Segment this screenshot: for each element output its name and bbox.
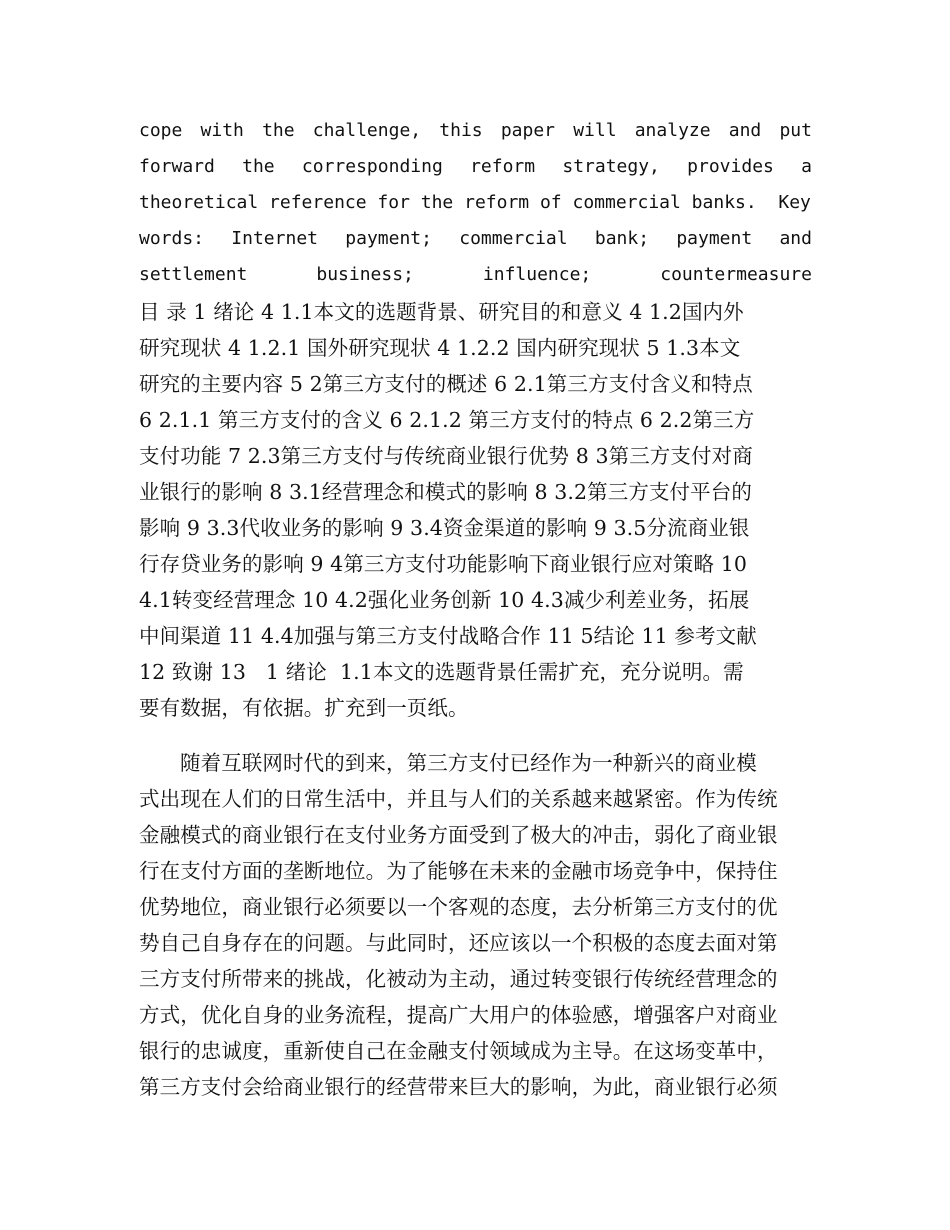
- word: cope: [139, 120, 183, 141]
- keywords-line-2: [139, 260, 812, 290]
- paragraph-line-1: 随着互联网时代的到来，第三方支付已经作为一种新兴的商业模: [180, 751, 757, 775]
- paragraph-line-8: 方式，优化自身的业务流程，提高广大用户的体验感，增强客户对商业: [139, 1003, 778, 1027]
- paragraph-line-9: 银行的忠诚度，重新使自己在金融支付领域成为主导。在这场变革中，: [139, 1039, 778, 1063]
- word: payment: [676, 228, 753, 249]
- word: paper: [500, 120, 556, 141]
- paragraph-line-2: 式出现在人们的日常生活中，并且与人们的关系越来越紧密。作为传统: [139, 787, 778, 811]
- keywords-line-1: [139, 224, 812, 254]
- word: business;: [316, 264, 414, 285]
- word: settlement: [139, 264, 248, 285]
- toc-line-3: 研究的主要内容 5 2第三方支付的概述 6 2.1第三方支付含义和特点: [139, 372, 753, 396]
- word: provides: [687, 156, 774, 177]
- word: words:: [139, 228, 205, 249]
- toc-line-4: 6 2.1.1 第三方支付的含义 6 2.1.2 第三方支付的特点 6 2.2第三方: [139, 408, 755, 432]
- word: this: [439, 120, 483, 141]
- word: and: [779, 228, 812, 249]
- paragraph-line-6: 势自己自身存在的问题。与此同时，还应该以一个积极的态度去面对第: [139, 931, 778, 955]
- word: countermeasure: [660, 264, 812, 285]
- toc-line-9: 4.1转变经营理念 10 4.2强化业务创新 10 4.3减少利差业务，拓展: [139, 588, 750, 612]
- word: will: [573, 120, 617, 141]
- word: analyze: [634, 120, 711, 141]
- toc-line-8: 行存贷业务的影响 9 4第三方支付功能影响下商业银行应对策略 10: [139, 552, 748, 576]
- toc-line-1: 目 录 1 绪论 4 1.1本文的选题背景、研究目的和意义 4 1.2国内外: [139, 300, 744, 324]
- word: the: [242, 156, 275, 177]
- toc-line-5: 支付功能 7 2.3第三方支付与传统商业银行优势 8 3第三方支付对商: [139, 444, 753, 468]
- word: influence;: [482, 264, 592, 285]
- word: forward: [139, 156, 215, 177]
- toc-line-10: 中间渠道 11 4.4加强与第三方支付战略合作 11 5结论 11 参考文献: [139, 624, 757, 648]
- toc-line-6: 业银行的影响 8 3.1经营理念和模式的影响 8 3.2第三方支付平台的: [139, 480, 752, 504]
- paragraph-line-5: 优势地位，商业银行必须要以一个客观的态度，去分析第三方支付的优: [139, 895, 778, 919]
- word: the: [262, 120, 295, 141]
- paragraph-line-7: 三方支付所带来的挑战，化被动为主动，通过转变银行传统经营理念的: [139, 967, 778, 991]
- word: bank;: [594, 228, 650, 249]
- word: payment;: [345, 228, 432, 249]
- word: and: [728, 120, 762, 141]
- word: reform: [470, 156, 536, 177]
- toc-line-11: 12 致谢 13 1 绪论 1.1本文的选题背景任需扩充，充分说明。需: [139, 660, 744, 684]
- abstract-line-3: theoretical reference for the reform of commercial banks. Key: [139, 192, 811, 213]
- word: corresponding: [301, 156, 443, 177]
- word: strategy,: [562, 156, 660, 177]
- paragraph-line-10: 第三方支付会给商业银行的经营带来巨大的影响，为此，商业银行必须: [139, 1075, 778, 1099]
- toc-line-12: 要有数据，有依据。扩充到一页纸。: [139, 696, 469, 720]
- word: a: [801, 156, 812, 177]
- word: put: [779, 120, 812, 141]
- word: commercial: [459, 228, 568, 249]
- word: with: [200, 120, 244, 141]
- word: challenge,: [312, 120, 422, 141]
- abstract-line-1: [139, 116, 812, 146]
- word: Internet: [231, 228, 318, 249]
- abstract-line-2: [139, 152, 812, 182]
- paragraph-line-3: 金融模式的商业银行在支付业务方面受到了极大的冲击，弱化了商业银: [139, 823, 778, 847]
- toc-line-7: 影响 9 3.3代收业务的影响 9 3.4资金渠道的影响 9 3.5分流商业银: [139, 516, 750, 540]
- paragraph-line-4: 行在支付方面的垄断地位。为了能够在未来的金融市场竞争中，保持住: [139, 859, 778, 883]
- toc-line-2: 研究现状 4 1.2.1 国外研究现状 4 1.2.2 国内研究现状 5 1.3本文: [139, 336, 741, 360]
